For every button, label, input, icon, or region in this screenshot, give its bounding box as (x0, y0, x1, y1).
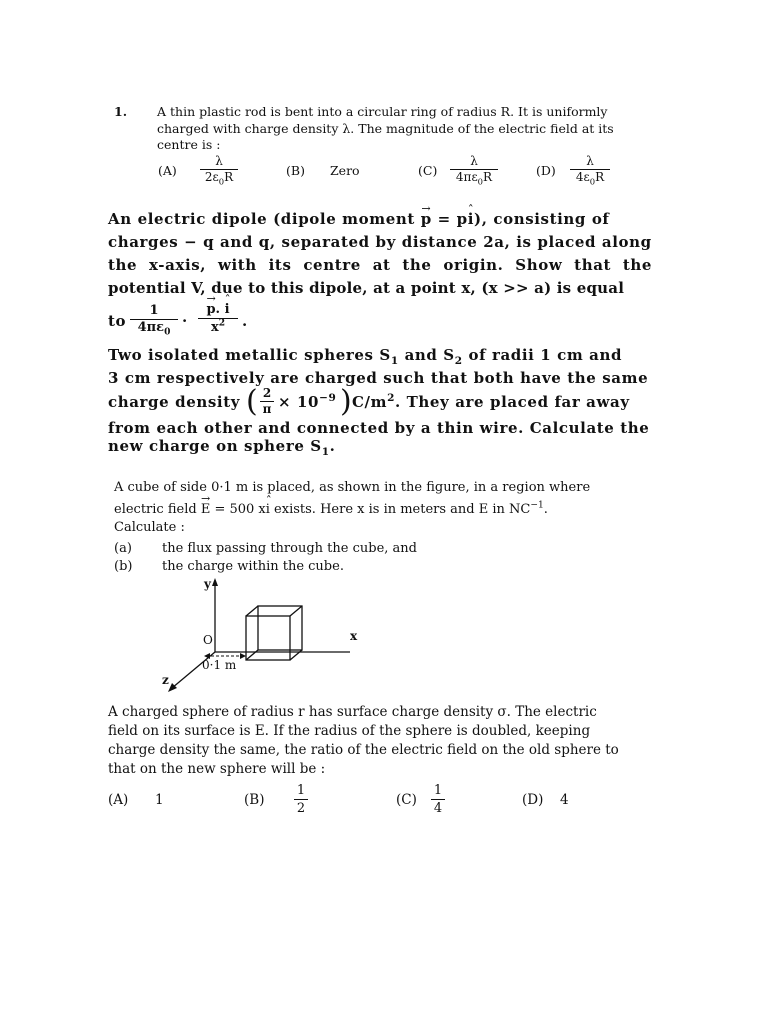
fraction-numerator: λ (215, 154, 223, 168)
option-label: (B) (286, 163, 305, 178)
option-label: (D) (522, 792, 544, 808)
sub-label: (b) (114, 559, 133, 574)
option-c-fraction: $\frac{1}{4}$ (431, 783, 445, 816)
question-line: charge density the same, the ratio of the electric field on the old sphere to (108, 742, 619, 758)
question-line: An electric dipole (dipole moment → p = pˆ i), consisting of (108, 208, 668, 231)
fraction-denominator: $2\varepsilon_0R$ (200, 169, 238, 184)
cube-back-face (258, 606, 302, 650)
charge-density-unit: $C/m^2$. They are placed far away (352, 392, 630, 411)
y-axis-label: y (204, 577, 211, 591)
fraction-denominator: $4\varepsilon_0R$ (570, 169, 610, 184)
fraction-numerator: λ (586, 154, 594, 168)
question-3-tail (108, 419, 668, 458)
option-d-fraction (570, 154, 610, 187)
question-line: Two isolated metallic spheres $S_1$ and $S_2$ of radii 1 cm and (108, 346, 623, 367)
question-line: the x-axis, with its centre at the origin. Show that the (108, 256, 653, 274)
question-line: centre is : (157, 137, 221, 152)
question-line: field on its surface is E. If the radius of the sphere is doubled, keeping (108, 723, 591, 739)
x-axis-label: x (350, 629, 358, 643)
question-line: new charge on sphere $S_1$. (108, 437, 336, 458)
question-line: Calculate : (114, 520, 185, 535)
unit-vector-i: ˆ i (468, 208, 474, 231)
question-line: charge density (108, 393, 241, 411)
option-text: 1 (155, 792, 164, 808)
fraction-denominator: $4\pi\varepsilon_0R$ (450, 169, 498, 184)
charge-density-expression: ( (246, 384, 258, 419)
to-label: to (108, 312, 127, 330)
question-line: A charged sphere of radius r has surface charge density σ. The electric (108, 704, 597, 720)
question-line: electric field → E = 500 xˆ i exists. Here x is in meters and E in $NC^{-1}$. (114, 501, 674, 519)
sub-text: the flux passing through the cube, and (162, 541, 417, 556)
option-text: 4 (560, 792, 569, 808)
option-label: (A) (158, 163, 177, 178)
sub-text: the charge within the cube. (162, 559, 344, 574)
question-line: A thin plastic rod is bent into a circular ring of radius R. It is uniformly (157, 104, 608, 119)
question-text (157, 104, 667, 154)
option-c-fraction (450, 154, 498, 187)
fraction-2-over-pi: $\frac{2}{\pi}$ (260, 387, 274, 416)
charge-density-value: × $10^{-9}$ (278, 392, 337, 411)
option-a-fraction (200, 154, 238, 187)
question-2 (108, 208, 668, 300)
y-axis-arrow (212, 578, 218, 586)
dimension-arrow-right (240, 653, 246, 659)
z-axis-label: z (162, 673, 169, 687)
origin-label: O (203, 633, 213, 647)
question-3 (108, 344, 668, 390)
question-line: that on the new sphere will be : (108, 761, 326, 777)
question-number: 1. (114, 104, 128, 119)
sub-question-b (114, 558, 344, 576)
option-label: (C) (396, 792, 417, 808)
option-label: (C) (418, 163, 438, 178)
side-length-label: 0·1 m (202, 658, 237, 672)
question-4 (114, 479, 674, 537)
option-text: Zero (330, 163, 360, 178)
option-label: (D) (536, 163, 556, 178)
question-line: 3 cm respectively are charged such that both have the same (108, 369, 649, 387)
period: . (242, 312, 248, 330)
cube-front-face (246, 616, 290, 660)
fraction-p-dot-i-over-x2: → $\frac{\text{p. ˆ i}}{x^2}$ (198, 302, 238, 335)
option-b-fraction: $\frac{1}{2}$ (294, 783, 308, 816)
multiply-dot: · (182, 312, 188, 330)
fraction-numerator: λ (470, 154, 478, 168)
unit-vector-i: ˆ i (266, 501, 270, 519)
fraction-one-over-4pi-eps: $\frac{1}{4\pi\varepsilon_0}$ (130, 304, 178, 335)
question-line: charges − q and q, separated by distance 2a, is placed along (108, 233, 652, 251)
question-line: A cube of side 0·1 m is placed, as shown in the figure, in a region where (114, 480, 591, 495)
sub-label: (a) (114, 541, 132, 556)
question-line: charged with charge density λ. The magnitude of the electric field at its (157, 120, 614, 136)
question-line: potential V, due to this dipole, at a point x, (x >> a) is equal (108, 279, 625, 297)
question-5 (108, 703, 668, 779)
option-label: (B) (244, 792, 265, 808)
vector-E: → E (201, 501, 211, 519)
vector-p: → p (421, 208, 432, 231)
cube-figure (150, 572, 380, 694)
option-label: (A) (108, 792, 129, 808)
sub-question-a (114, 540, 417, 558)
cube-edge (290, 606, 302, 616)
cube-edge (246, 606, 258, 616)
question-line: from each other and connected by a thin wire. Calculate the (108, 419, 650, 437)
paren-close: ) (340, 384, 352, 419)
